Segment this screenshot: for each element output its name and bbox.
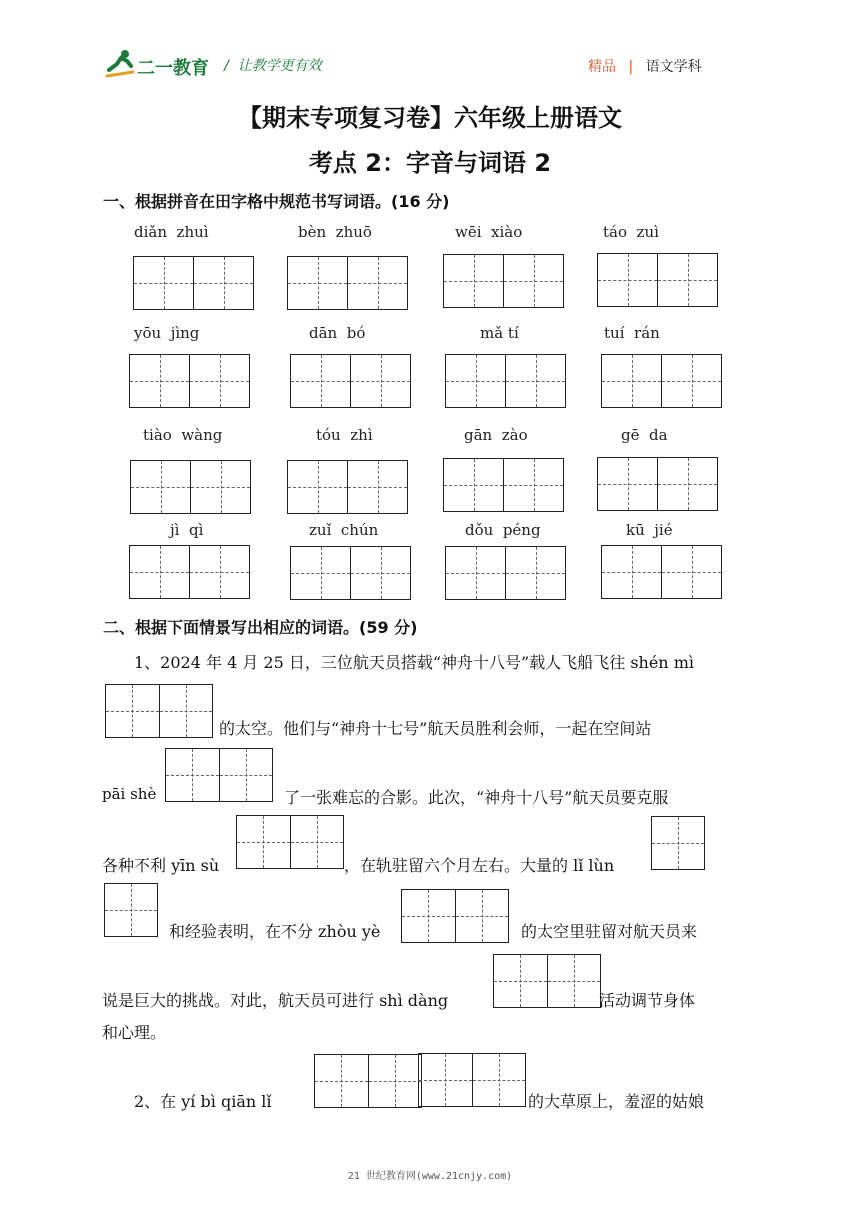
pinyin-6: dān bó xyxy=(309,324,366,342)
pinyin-4: táo zuì xyxy=(603,223,659,241)
pinyin-15: dǒu péng xyxy=(465,521,541,539)
writing-grid[interactable] xyxy=(597,253,718,307)
logo-text: 二一教育 xyxy=(137,58,209,79)
passage1-line6: 说是巨大的挑战。对此，航天员可进行 shì dàng xyxy=(102,991,449,1010)
page-footer: 21 世纪教育网(www.21cnjy.com) xyxy=(347,1171,513,1182)
pinyin-3: wēi xiào xyxy=(455,223,523,241)
passage2-line1: 2、在 yí bì qiān lǐ xyxy=(134,1092,272,1111)
pinyin-5: yōu jìng xyxy=(134,324,200,342)
pinyin-10: tóu zhì xyxy=(316,426,373,444)
tag-quality: 精品 xyxy=(588,59,616,75)
page-subtitle: 考点 2：字音与词语 2 xyxy=(308,149,552,177)
writing-grid[interactable] xyxy=(236,815,344,869)
passage2-line1b: 的大草原上，羞涩的姑娘 xyxy=(528,1092,705,1111)
writing-grid[interactable] xyxy=(290,546,411,600)
runner-logo-icon xyxy=(105,48,135,78)
writing-grid-single[interactable] xyxy=(104,883,158,937)
writing-grid[interactable] xyxy=(493,954,601,1008)
writing-grid[interactable] xyxy=(443,254,564,308)
passage1-line5: 和经验表明，在不分 zhòu yè xyxy=(169,922,381,941)
writing-grid[interactable] xyxy=(601,354,722,408)
tag-subject: 语文学科 xyxy=(645,59,702,75)
pinyin-1: diǎn zhuì xyxy=(134,223,209,241)
page-title: 【期末专项复习卷】六年级上册语文 xyxy=(238,104,622,132)
pinyin-2: bèn zhuō xyxy=(298,223,372,241)
pinyin-8: tuí rán xyxy=(604,324,660,342)
writing-grid[interactable] xyxy=(287,256,408,310)
writing-grid[interactable] xyxy=(443,458,564,512)
writing-grid[interactable] xyxy=(418,1053,526,1107)
header-tags: 精品 | 语文学科 xyxy=(588,59,702,75)
section2-heading: 二、根据下面情景写出相应的词语。(59 分) xyxy=(103,618,418,637)
writing-grid[interactable] xyxy=(597,457,718,511)
header-logo xyxy=(105,48,217,80)
pinyin-13: jì qì xyxy=(170,521,204,539)
passage1-line4: 各种不利 yīn sù xyxy=(102,856,220,875)
passage1-line3-pinyin: pāi shè xyxy=(102,785,157,803)
pinyin-9: tiào wàng xyxy=(143,426,223,444)
writing-grid-single[interactable] xyxy=(651,816,705,870)
writing-grid[interactable] xyxy=(401,889,509,943)
passage1-line4b: ，在轨驻留六个月左右。大量的 lǐ lùn xyxy=(344,856,615,875)
passage1-line6b: 活动调节身体 xyxy=(599,991,696,1010)
writing-grid[interactable] xyxy=(130,460,251,514)
pinyin-11: gān zào xyxy=(464,426,528,444)
pinyin-14: zuǐ chún xyxy=(309,521,379,539)
passage1-line7: 和心理。 xyxy=(102,1023,167,1042)
writing-grid[interactable] xyxy=(290,354,411,408)
writing-grid[interactable] xyxy=(445,546,566,600)
header-slogan: / 让教学更有效 xyxy=(224,58,322,74)
section1-heading: 一、根据拼音在田字格中规范书写词语。(16 分) xyxy=(103,192,450,211)
writing-grid[interactable] xyxy=(445,354,566,408)
pinyin-7: mǎ tí xyxy=(480,324,519,342)
writing-grid[interactable] xyxy=(601,545,722,599)
pinyin-16: kū jié xyxy=(626,521,673,539)
passage1-line5b: 的太空里驻留对航天员来 xyxy=(521,922,698,941)
pinyin-12: gē da xyxy=(621,426,668,444)
writing-grid[interactable] xyxy=(287,460,408,514)
writing-grid[interactable] xyxy=(314,1054,422,1108)
writing-grid[interactable] xyxy=(129,545,250,599)
writing-grid[interactable] xyxy=(165,748,273,802)
passage1-line3: 了一张难忘的合影。此次，“神舟十八号”航天员要克服 xyxy=(284,788,669,807)
writing-grid[interactable] xyxy=(133,256,254,310)
writing-grid[interactable] xyxy=(105,684,213,738)
writing-grid[interactable] xyxy=(129,354,250,408)
passage1-line2: 的太空。他们与“神舟十七号”航天员胜利会师，一起在空间站 xyxy=(219,719,652,738)
passage1-line1: 1、2024 年 4 月 25 日，三位航天员搭载“神舟十八号”载人飞船飞往 shén mì xyxy=(134,653,694,672)
